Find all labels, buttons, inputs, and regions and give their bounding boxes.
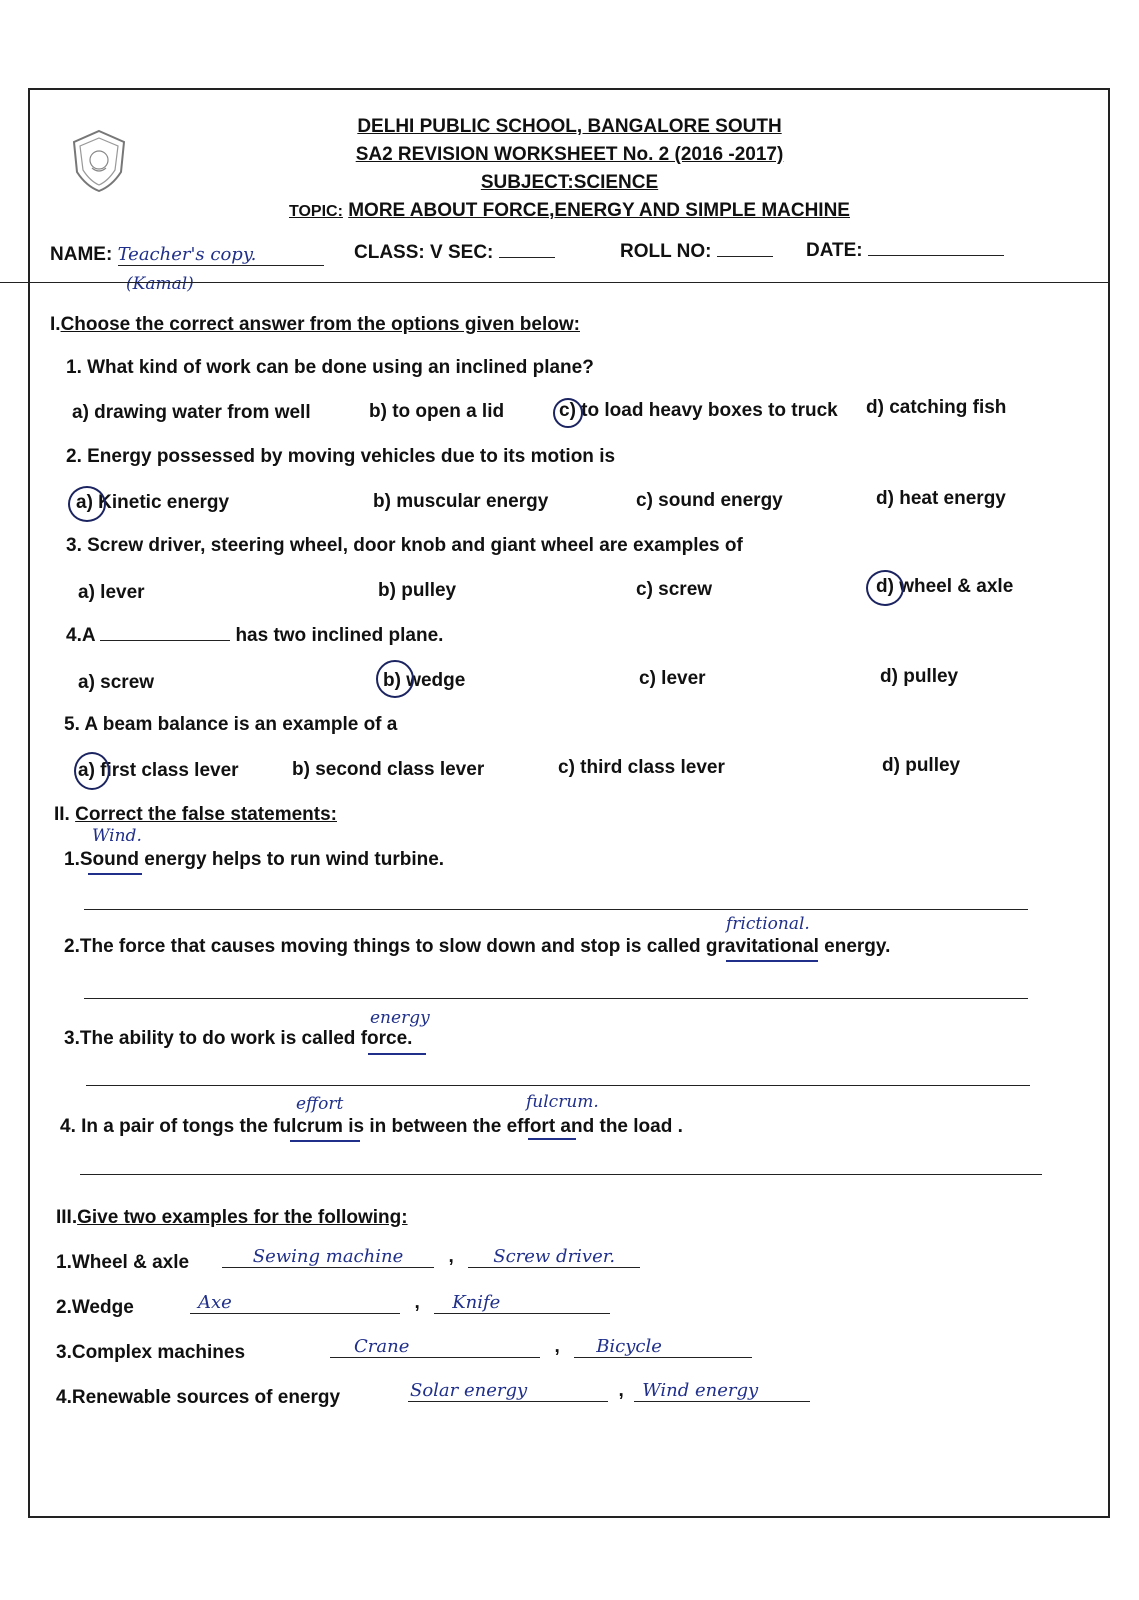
q5-option-d: d) pulley <box>882 755 961 776</box>
section-3-title <box>56 1207 408 1229</box>
s2-wrong-word: gravitational <box>705 936 819 957</box>
example-1-label: 1.Wheel & axle <box>56 1252 190 1273</box>
example-2-b: Knife <box>434 1292 610 1314</box>
example-4-label: 4.Renewable sources of energy <box>56 1387 341 1408</box>
q2-option-b: b) muscular energy <box>373 491 549 512</box>
s2-text-before: The force that causes moving things to slow down and stop is called <box>79 936 706 957</box>
subject-title: SUBJECT:SCIENCE <box>480 172 659 193</box>
s1-text: energy helps to run wind turbine. <box>138 849 445 870</box>
s1-number: 1. <box>64 849 80 870</box>
statement-1 <box>64 849 444 871</box>
example-4-b: Wind energy <box>634 1380 810 1402</box>
s4-correction-2: fulcrum. <box>526 1092 599 1112</box>
sec-blank <box>499 257 555 258</box>
s4-correction-1: effort <box>296 1094 344 1114</box>
s4-wrong-word-2: effort <box>506 1116 556 1137</box>
s2-number: 2. <box>64 936 80 957</box>
q1-option-c: c) to load heavy boxes to truck <box>559 400 838 421</box>
question-2: 2. Energy possessed by moving vehicles due to its motion is <box>66 446 616 467</box>
example-3-a: Crane <box>330 1336 540 1358</box>
example-4-a: Solar energy <box>408 1380 608 1402</box>
q1-option-b: b) to open a lid <box>369 401 505 422</box>
section-1-title <box>50 314 580 336</box>
topic-text: MORE ABOUT FORCE,ENERGY AND SIMPLE MACHINE <box>348 200 850 221</box>
example-2-a: Axe <box>190 1292 400 1314</box>
q5-option-c: c) third class lever <box>558 757 725 778</box>
question-1: 1. What kind of work can be done using an inclined plane? <box>66 357 594 378</box>
section-1-prefix: I. <box>50 314 61 335</box>
q4-blank <box>100 640 230 641</box>
q3-option-d: d) wheel & axle <box>876 576 1014 597</box>
q4-option-c: c) lever <box>639 668 706 689</box>
s4-text-after: and the load . <box>555 1116 683 1137</box>
q4-option-a: a) screw <box>78 672 155 693</box>
q5-answer-circle <box>74 752 110 790</box>
example-4-answers <box>408 1380 810 1402</box>
example-2-sep: , <box>414 1292 420 1313</box>
s2-pen-underline <box>726 960 818 962</box>
roll-field <box>620 241 773 263</box>
example-3-label: 3.Complex machines <box>56 1342 246 1363</box>
date-label: DATE: <box>806 240 863 261</box>
question-3: 3. Screw driver, steering wheel, door knob and giant wheel are examples of <box>66 535 743 556</box>
s1-answer-line <box>84 909 1028 910</box>
s3-wrong-word: force. <box>360 1028 413 1049</box>
q5-option-a: a) first class lever <box>78 760 239 781</box>
worksheet-title: SA2 REVISION WORKSHEET No. 2 (2016 -2017) <box>355 144 784 165</box>
topic-line <box>0 200 1139 222</box>
s3-correction: energy <box>370 1008 430 1028</box>
q4-text-before: 4.A <box>66 625 95 646</box>
q4-option-b: b) wedge <box>383 670 466 691</box>
q2-answer-circle <box>68 486 106 522</box>
statement-4 <box>60 1116 683 1138</box>
section-3-prefix: III. <box>56 1207 78 1228</box>
s3-text-before: The ability to do work is called <box>79 1028 361 1049</box>
s4-wrong-word-1: fulcrum <box>273 1116 343 1137</box>
s3-number: 3. <box>64 1028 80 1049</box>
example-1-a: Sewing machine <box>222 1246 434 1268</box>
roll-label: ROLL NO: <box>620 241 712 262</box>
section-1-heading: Choose the correct answer from the options given below: <box>60 314 580 335</box>
s2-correction: frictional. <box>726 914 810 934</box>
name-label: NAME: <box>50 244 113 265</box>
s3-answer-line <box>86 1085 1030 1086</box>
q5-option-b: b) second class lever <box>292 759 485 780</box>
example-3-b: Bicycle <box>574 1336 752 1358</box>
example-1-sep: , <box>448 1246 454 1267</box>
q3-answer-circle <box>866 570 904 606</box>
q3-option-a: a) lever <box>78 582 145 603</box>
q4-option-d: d) pulley <box>880 666 959 687</box>
name-note: (Kamal) <box>126 274 194 294</box>
s4-number: 4. <box>60 1116 82 1137</box>
question-4 <box>66 625 443 647</box>
statement-2 <box>64 936 890 958</box>
s4-text-mid: is in between the <box>342 1116 507 1137</box>
s4-pen-underline-1 <box>290 1140 360 1142</box>
class-label: CLASS: V <box>354 242 443 263</box>
section-2-title <box>54 804 337 826</box>
example-1-answers <box>222 1246 640 1268</box>
q1-option-a: a) drawing water from well <box>72 402 311 423</box>
s1-wrong-word: Sound <box>79 849 139 870</box>
roll-blank <box>717 256 773 257</box>
name-value: Teacher's copy. <box>118 244 324 266</box>
example-4-sep: , <box>618 1380 624 1401</box>
q2-option-c: c) sound energy <box>636 490 783 511</box>
section-2-heading: Correct the false statements: <box>75 804 337 825</box>
s4-answer-line <box>80 1174 1042 1175</box>
q1-option-d: d) catching fish <box>866 397 1007 418</box>
statement-3 <box>64 1028 412 1050</box>
example-3-sep: , <box>554 1336 560 1357</box>
question-5: 5. A beam balance is an example of a <box>64 714 398 735</box>
class-field <box>354 242 555 264</box>
sec-label: SEC: <box>447 242 494 263</box>
date-field <box>806 240 1004 262</box>
school-name: DELHI PUBLIC SCHOOL, BANGALORE SOUTH <box>357 116 782 137</box>
q2-option-a: a) Kinetic energy <box>76 492 230 513</box>
name-field <box>50 244 324 266</box>
q4-answer-circle <box>376 660 414 698</box>
header-divider <box>0 282 1110 283</box>
example-2-label: 2.Wedge <box>56 1297 134 1318</box>
date-blank <box>868 255 1004 256</box>
q4-text-after: has two inclined plane. <box>235 625 444 646</box>
topic-label: TOPIC: <box>289 203 343 220</box>
s2-answer-line <box>84 998 1028 999</box>
s4-text-before: In a pair of tongs the <box>81 1116 274 1137</box>
example-1-b: Screw driver. <box>468 1246 640 1268</box>
s1-pen-underline <box>88 873 142 875</box>
q3-option-c: c) screw <box>636 579 713 600</box>
example-3-answers <box>330 1336 752 1358</box>
q1-answer-circle <box>553 398 583 428</box>
q3-option-b: b) pulley <box>378 580 457 601</box>
s1-correction: Wind. <box>92 826 142 846</box>
example-2-answers <box>190 1292 610 1314</box>
q2-option-d: d) heat energy <box>876 488 1006 509</box>
section-3-heading: Give two examples for the following: <box>77 1207 408 1228</box>
s2-text-after: energy. <box>818 936 891 957</box>
s4-pen-underline-2 <box>528 1138 576 1140</box>
section-2-prefix: II. <box>54 804 70 825</box>
s3-pen-underline <box>368 1053 426 1055</box>
